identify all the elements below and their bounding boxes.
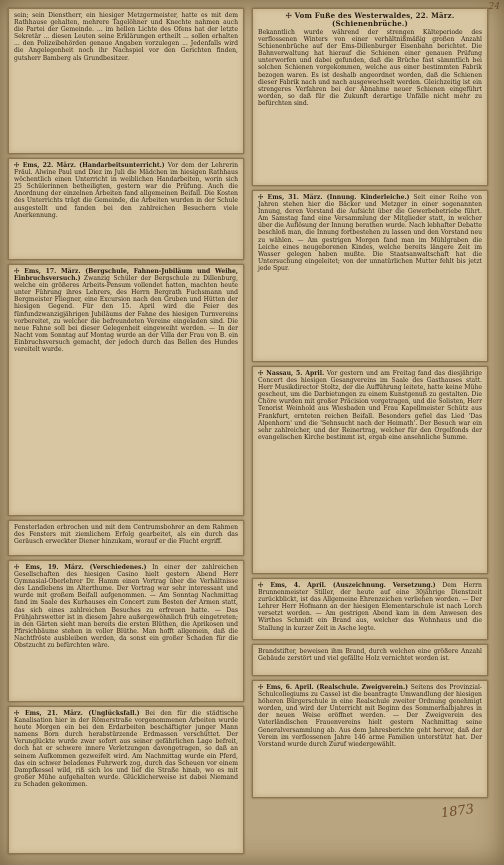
clipping-2 bbox=[8, 158, 244, 260]
clipping-body: Seitens des Provinzial-Schulcollegiums zu Cassel ist die beantragte Umwandlung der hiesigen höheren Bürgerschule in eine Realschule zweiter Ordnung genehmigt worden, und wird der Unterricht mit Beginn des Sommerhalbjahres in der neuen Weise eröffnet werden. — Der Zweigverein des Vaterländischen Frauenvereins hielt gestern Nachmittag seine Generalversammlung ab. Aus dem Jahresberichte geht hervor, daß der Verein im verflossenen Jahre 146 arme Familien unterstützt hat. Der Vorstand wurde durch Zuruf wiedergewählt. bbox=[258, 684, 482, 748]
clipping-headline: ☩ Ems, 21. März. (Unglücksfall.) bbox=[14, 710, 140, 717]
clipping-1 bbox=[8, 8, 244, 154]
clipping-body: In einer der zahlreichen Gesellschaften des hiesigen Casino hielt gestern Abend Herr Gymnasial-Oberlehrer Dr. Hamm einen Vortrag über die Verhältnisse des Landlebens im Alterthume. Der Vortrag war sehr interessant und wurde mit großem Beifall aufgenommen. — Am Sonntag Nachmittag fand im Saale des Kurhauses ein Concert zum Besten der Armen statt, das sich eines zahlreichen Besuches zu erfreuen hatte. — Das Frühjahrswetter ist in diesem Jahre außergewöhnlich früh eingetreten; in den Gärten sieht man bereits die ersten Blüthen, die Aprikosen und Pfirsichbäume stehen in voller Blüthe. Man hofft allgemein, daß die Nachtfröste ausbleiben werden, da sonst ein großer Schaden für die Obstzucht zu befürchten wäre. bbox=[14, 564, 238, 650]
clipping-body: Bei den für die städtische Kanalisation hier in der Römerstraße vorgenommenen Arbeiten wurde heute Morgen ein bei den Erdarbeiten beschäftigter junger Mann namens Born durch herabstürzende Erdmassen verschüttet. Der Verunglückte wurde zwar sofort aus seiner gefährlichen Lage befreit, doch hat er schwere innere Verletzungen davongetragen, so daß an seinem Aufkommen gezweifelt wird. Am Nachmittag wurde ein Pferd, das ein schwer beladenes Fuhrwerk zog, durch das Scheuen vor einem Dampfkessel wild, riß sich los und lief die Straße hinab, wo es mit großer Mühe aufgehalten wurde. Glücklicherweise ist dabei Niemand zu Schaden gekommen. bbox=[14, 710, 239, 788]
clipping-11 bbox=[252, 644, 488, 676]
clipping-body: Seit einer Reihe von Jahren stehen hier die Bäcker und Metzger in einer sogenannten Innung, deren Vorstand die Aufsicht über die Gewerbebetriebe führt. Am Samstag fand eine Versammlung der Mitglieder statt, in welcher über die Auflösung der Innung berathen wurde. Nach lebhafter Debatte beschloß man, die Innung fortbestehen zu lassen und den Vorstand neu zu wählen. — Am gestrigen Morgen fand man im Mühlgraben die Leiche eines neugeborenen Kindes, welche bereits längere Zeit im Wasser gelegen haben mußte. Die Staatsanwaltschaft hat die Untersuchung eingeleitet; von der unnatürlichen Mutter fehlt bis jetzt jede Spur. bbox=[258, 194, 483, 272]
clipping-8 bbox=[252, 190, 488, 362]
clipping-12 bbox=[252, 680, 488, 798]
clipping-7 bbox=[252, 8, 488, 186]
clipping-headline: ☩ Ems, 19. März. (Verschiedenes.) bbox=[14, 564, 147, 571]
clipping-3 bbox=[8, 264, 244, 516]
clipping-headline: ☩ Nassau, 5. April. bbox=[258, 370, 325, 377]
clipping-10 bbox=[252, 578, 488, 640]
clipping-body: Fensterladen erbrochen und mit dem Centrumsbohrer an dem Rahmen des Fensters mit ziemlichem Erfolg gearbeitet, als ein durch das Geräusch erweckter Diener hinzukam, worauf er die Flucht ergriff. bbox=[14, 524, 238, 546]
clipping-body: Brandstifter, beweisen ihm Brand, durch welchen eine größere Anzahl Gebäude zerstört und viel gefällte Holz vernichtet worden ist. bbox=[258, 648, 482, 663]
handwritten-year: 1873 bbox=[440, 801, 475, 822]
clipping-headline: ☩ Ems, 31. März. (Innung. Kinderleiche.) bbox=[258, 194, 410, 201]
clipping-body: Vor dem der Lehrerin Fräul. Alwine Paul und Diez im Juli die Mädchen im hiesigen Rathhaus wöchentlich einen Unterricht in weiblichen Handarbeiten, worin sich 25 Schülerinnen betheiligten, gestern war die Prüfung. Auch die Anordnung der einzelnen Arbeiten fand allgemeinen Beifall. Die Kosten des Unterrichts trägt die Gemeinde, die Arbeiten wurden in der Schule ausgestellt und fanden bei den zahlreichen Besuchern viele Anerkennung. bbox=[14, 162, 239, 219]
clipping-body: sein; sein Dienstherr, ein hiesiger Metzgermeister, hatte es mit dem Rathhause gehalten, mehrere Tagelöhner und Knechte nahmen auch die Partei der Gemeinde. ... im hellen Lichte des Ofens hat der letzte Sekretär ... diesen Leuten seine Erklärungen ertheilt ... sollen erhalten ... den Polizeibehörden genaue Angaben vorzulegen ... Jedenfalls wird die Angelegenheit noch ihr Nachspiel vor den Gerichten finden, gutsherr Bamberg als Grundbesitzer. bbox=[14, 12, 238, 62]
clipping-4 bbox=[8, 520, 244, 556]
clipping-9 bbox=[252, 366, 488, 574]
clipping-body: Bekanntlich wurde während der strengen Kälteperiode des verflossenen Winters von einer verhältnißmäßig großen Anzahl Schienenbrüche auf der Ems-Dillenburger Eisenbahn berichtet. Die Bahnverwaltung hat hierauf die Schienen einer genauen Prüfung unterworfen und dabei gefunden, daß die Brüche fast sämmtlich bei solchen Schienen vorgekommen, welche aus einer bestimmten Fabrik bezogen waren. Es ist deshalb angeordnet worden, daß die Schienen dieser Fabrik nach und nach ausgewechselt werden. Gleichzeitig ist ein strengeres Verfahren bei der Abnahme neuer Schienen eingeführt worden, so daß für die Zukunft derartige Unfälle nicht mehr zu befürchten sind. bbox=[258, 29, 482, 107]
clipping-headline: ☩ Vom Fuße des Westerwaldes, 22. März. (Schienenbrüche.) bbox=[285, 11, 455, 28]
clipping-body: Dem Herrn Brunnenmeister Stiller, der heute auf eine 30jährige Dienstzeit zurückblickt, ist das Allgemeine Ehrenzeichen verliehen worden. — Der Lehrer Herr Hofmann an der hiesigen Elementarschule ist nach Lorch versetzt worden. — Am gestrigen Abend kam in dem Anwesen des Wirthes Schmidt ein Brand aus, welcher das Wohnhaus und die Stallung in kurzer Zeit in Asche legte. bbox=[258, 582, 482, 632]
clipping-5 bbox=[8, 560, 244, 702]
clipping-headline: ☩ Ems, 6. April. (Realschule. Zweigverein.) bbox=[258, 684, 408, 691]
clipping-headline: ☩ Ems, 17. März. (Bergschule, Fahnen-Jubiläum und Weihe, Einbruchsversuch.) bbox=[14, 268, 238, 283]
clipping-headline: ☩ Ems, 4. April. (Auszeichnung. Versetzung.) bbox=[258, 582, 436, 589]
clipping-headline: ☩ Ems, 22. März. (Handarbeitsunterricht.) bbox=[14, 162, 165, 169]
clipping-body: Vor gestern und am Freitag fand das diesjährige Concert des hiesigen Gesangvereins im Saale des Gasthauses statt. Herr Musikdirector Stoltz, der die Aufführung leitete, hatte keine Mühe gescheut, um die Darbietungen zu einem Kunstgenuß zu gestalten. Die Chöre wurden mit großer Präcision vorgetragen, und die Solisten, Herr Tenorist Weinhold aus Wiesbaden und Frau Kapellmeister Schütz aus Frankfurt, ernteten reichen Beifall. Besonders gefiel das Lied 'Das Alpenhorn' und die 'Sehnsucht nach der Heimath'. Der Besuch war ein sehr zahlreicher, und der Reinertrag, welcher für den Orgelfonds der evangelischen Kirche bestimmt ist, ergab eine ansehnliche Summe. bbox=[258, 370, 482, 441]
clipping-6 bbox=[8, 706, 244, 854]
corner-mark: 24 bbox=[488, 2, 500, 12]
clipping-body: Zwanzig Schüler der Bergschule zu Dillenburg, welche ein größeres Arbeits-Pensum vollendet hatten, machten heute unter Führung ihres Lehrers, des Herrn Bergrath Fuchsmann und Bergmeister Fliegner, eine Excursion nach den Gruben und Hütten der hiesigen Gegend. Für den 15. April wird die Feier des fünfundzwanzigjährigen Jubiläums der Fahne des hiesigen Turnvereins vorbereitet, zu welcher die befreundeten Vereine eingeladen sind. Die neue Fahne soll bei dieser Gelegenheit eingeweiht werden. — In der Nacht vom Sonntag auf Montag wurde an der Villa der Frau von B. ein Einbruchsversuch gemacht, der jedoch durch das Bellen des Hundes vereitelt wurde. bbox=[14, 275, 238, 354]
